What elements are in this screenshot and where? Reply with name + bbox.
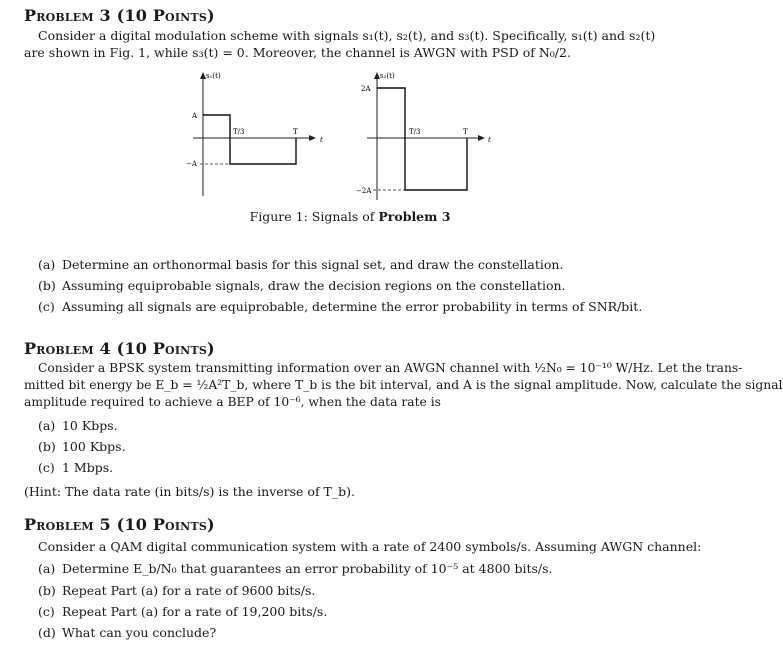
p5-item-d-text: What can you conclude? xyxy=(61,625,217,640)
p4-item-b xyxy=(38,439,126,454)
p3-item-a-label: (a) xyxy=(38,257,56,272)
plot-s1-tick-t3: T/3 xyxy=(233,128,245,136)
p4-item-a xyxy=(38,418,118,433)
p3-item-b-text: Assuming equiprobable signals, draw the decision regions on the constellation. xyxy=(61,278,566,293)
plot-s1-neg-label: −A xyxy=(186,160,197,168)
plot-s1-x-arrow-icon xyxy=(309,135,316,141)
problem-4-heading: Problem 4 (10 Points) xyxy=(24,339,215,358)
problem-3-intro: Consider a digital modulation scheme with signals s₁(t), s₂(t), and s₃(t). Specifically, s₁(t) and s₂(t) are shown in Fig. 1, while s₃(t) = 0. Moreover, the channel is AWGN with PSD of N₀/2. xyxy=(24,28,656,60)
p5-item-d xyxy=(38,625,216,640)
p5-item-c xyxy=(38,604,327,619)
p4-item-c-text: 1 Mbps. xyxy=(61,460,114,475)
p5-item-b xyxy=(38,583,315,598)
plot-s2-neg-label: −2A xyxy=(356,187,372,195)
p3-item-a xyxy=(38,257,563,272)
p5-item-a-label: (a) xyxy=(38,561,56,576)
p5-item-c-label: (c) xyxy=(38,604,55,619)
caption-bold: Problem 3 xyxy=(378,209,451,224)
p4-hint: (Hint: The data rate (in bits/s) is the inverse of T_b). xyxy=(24,484,355,499)
p5-item-a xyxy=(38,561,553,576)
plot-s2-tick-t3: T/3 xyxy=(409,128,421,136)
p5-item-b-text: Repeat Part (a) for a rate of 9600 bits/s. xyxy=(61,583,316,598)
p4-item-a-label: (a) xyxy=(38,418,56,433)
problem-4-intro xyxy=(24,360,783,411)
p4-item-c-label: (c) xyxy=(38,460,55,475)
p4-item-a-text: 10 Kbps. xyxy=(61,418,118,433)
plot-s2-tick-t: T xyxy=(463,128,468,136)
p3-item-c xyxy=(38,299,642,314)
figure-1 xyxy=(170,68,510,203)
p4-item-c xyxy=(38,460,113,475)
plot-s2-xlabel: t xyxy=(488,136,491,144)
p3-item-c-text: Assuming all signals are equiprobable, determine the error probability in terms of SNR/bit. xyxy=(61,299,643,314)
plot-s1-ylabel: s₁(t) xyxy=(206,72,221,80)
plot-s1-pos-label: A xyxy=(192,112,198,120)
p5-item-a-text: Determine E_b/N₀ that guarantees an error probability of 10⁻⁵ at 4800 bits/s. xyxy=(61,561,553,576)
problem-4-intro-line-1: Consider a BPSK system transmitting information over an AWGN channel with ½N₀ = 10⁻¹⁰ W/Hz. Let the trans- xyxy=(38,361,743,375)
p3-item-a-text: Determine an orthonormal basis for this signal set, and draw the constellation. xyxy=(61,257,564,272)
p5-item-c-text: Repeat Part (a) for a rate of 19,200 bits/s. xyxy=(61,604,328,619)
figure-1-caption xyxy=(0,209,700,224)
problem-4-intro-line-2: mitted bit energy be E_b = ½A²T_b, where T_b is the bit interval, and A is the signal amplitude. Now, calculate the signal xyxy=(24,378,783,392)
plot-s2-ylabel: s₂(t) xyxy=(380,72,395,80)
plot-s2 xyxy=(356,72,491,200)
caption-prefix: Figure 1: Signals of xyxy=(249,209,379,224)
p5-item-b-label: (b) xyxy=(38,583,56,598)
problem-5-intro: Consider a QAM digital communication system with a rate of 2400 symbols/s. Assuming AWGN channel: xyxy=(38,539,702,554)
problem-4-intro-line-3: amplitude required to achieve a BEP of 10⁻⁶, when the data rate is xyxy=(24,395,441,409)
p3-item-b xyxy=(38,278,566,293)
plot-s2-x-arrow-icon xyxy=(478,135,485,141)
plot-s1-xlabel: t xyxy=(320,136,323,144)
p4-item-b-label: (b) xyxy=(38,439,56,454)
plot-s1-tick-t: T xyxy=(293,128,298,136)
problem-3-heading: Problem 3 (10 Points) xyxy=(24,6,215,25)
p3-item-b-label: (b) xyxy=(38,278,56,293)
plot-s2-waveform xyxy=(377,88,467,190)
p3-item-c-label: (c) xyxy=(38,299,55,314)
plot-s1 xyxy=(186,72,323,196)
plot-s2-pos-label: 2A xyxy=(361,85,371,93)
p4-item-b-text: 100 Kbps. xyxy=(61,439,126,454)
plot-s1-waveform xyxy=(203,115,296,164)
problem-5-heading: Problem 5 (10 Points) xyxy=(24,515,215,534)
p5-item-d-label: (d) xyxy=(38,625,56,640)
